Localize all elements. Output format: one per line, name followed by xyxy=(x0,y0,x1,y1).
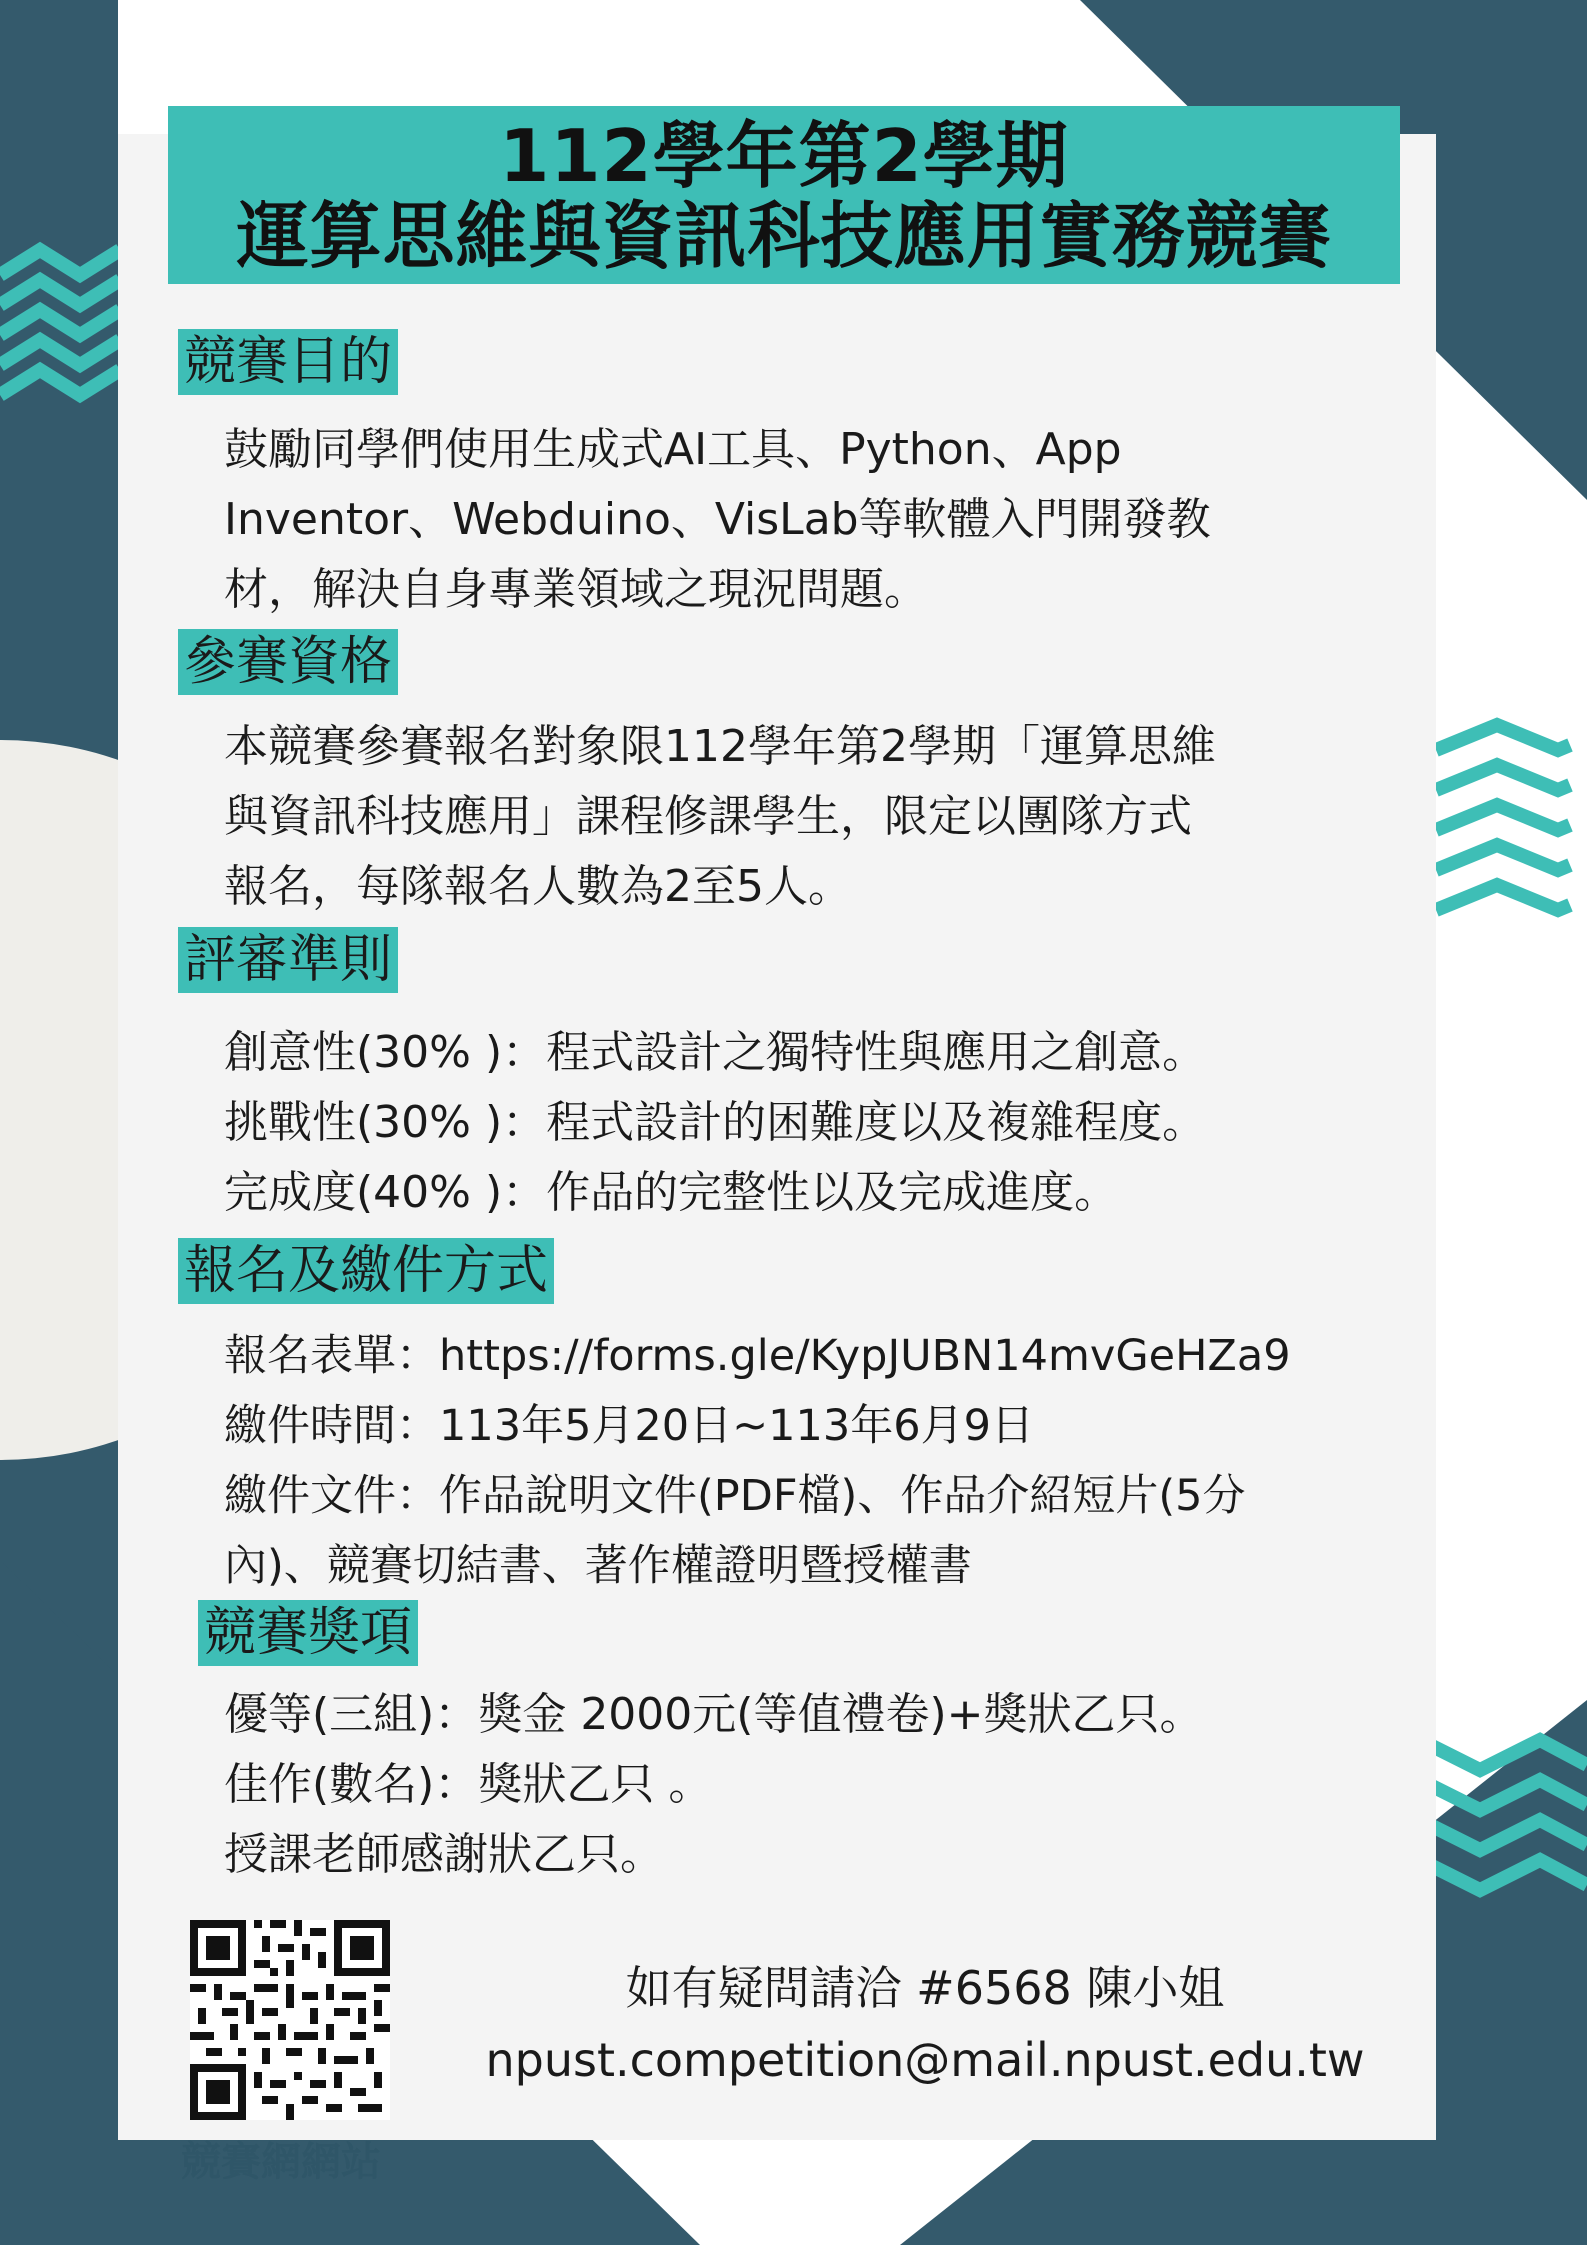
registration-form-line[interactable]: 報名表單：https://forms.gle/KypJUBN14mvGeHZa9 xyxy=(224,1331,1291,1381)
registration-docs-line-1: 繳件文件：作品說明文件(PDF檔)、作品介紹短片(5分 xyxy=(224,1471,1246,1521)
title-banner xyxy=(168,106,1400,284)
criteria-text xyxy=(224,1018,1206,1228)
contact-phone: 如有疑問請洽 #6568 陳小姐 xyxy=(625,1961,1225,2015)
registration-text xyxy=(224,1321,1291,1601)
contact-email[interactable]: npust.competition@mail.npust.edu.tw xyxy=(485,2033,1365,2087)
criteria-line-3: 完成度(40% )：作品的完整性以及完成進度。 xyxy=(224,1167,1119,1218)
purpose-line-2: Inventor、Webduino、VisLab等軟體入門開發教 xyxy=(224,494,1211,545)
zigzag-right-middle xyxy=(1436,725,1570,910)
section-heading-awards: 競賽獎項 xyxy=(198,1600,418,1666)
awards-line-2: 佳作(數名)：獎狀乙只 。 xyxy=(224,1759,713,1810)
awards-line-3: 授課老師感謝狀乙只。 xyxy=(224,1829,664,1880)
registration-time-line: 繳件時間：113年5月20日~113年6月9日 xyxy=(224,1401,1034,1451)
registration-docs-line-2: 內)、競賽切結書、著作權證明暨授權書 xyxy=(224,1541,972,1591)
qr-code-icon[interactable] xyxy=(190,1920,390,2120)
awards-line-1: 優等(三組)：獎金 2000元(等值禮卷)+獎狀乙只。 xyxy=(224,1689,1204,1740)
section-heading-eligibility: 參賽資格 xyxy=(178,629,398,695)
eligibility-line-1: 本競賽參賽報名對象限112學年第2學期「運算思維 xyxy=(224,721,1216,772)
section-heading-purpose: 競賽目的 xyxy=(178,329,398,395)
eligibility-text xyxy=(224,712,1216,922)
purpose-text xyxy=(224,415,1211,625)
section-heading-criteria: 評審準則 xyxy=(178,927,398,993)
title-line-1: 112學年第2學期 xyxy=(499,114,1069,198)
criteria-line-2: 挑戰性(30% )：程式設計的困難度以及複雜程度。 xyxy=(224,1097,1207,1148)
qr-label[interactable]: 競賽網網站 xyxy=(181,2139,381,2185)
eligibility-line-3: 報名，每隊報名人數為2至5人。 xyxy=(224,861,852,912)
contact-info xyxy=(400,1952,1450,2096)
purpose-line-1: 鼓勵同學們使用生成式AI工具、Python、App xyxy=(224,424,1122,475)
eligibility-line-2: 與資訊科技應用」課程修課學生，限定以團隊方式 xyxy=(224,791,1192,842)
title-line-2: 運算思維與資訊科技應用實務競賽 xyxy=(236,194,1332,278)
criteria-line-1: 創意性(30% )：程式設計之獨特性與應用之創意。 xyxy=(224,1027,1207,1078)
awards-text xyxy=(224,1680,1204,1890)
purpose-line-3: 材，解決自身專業領域之現況問題。 xyxy=(224,564,928,615)
section-heading-registration: 報名及繳件方式 xyxy=(178,1238,554,1304)
